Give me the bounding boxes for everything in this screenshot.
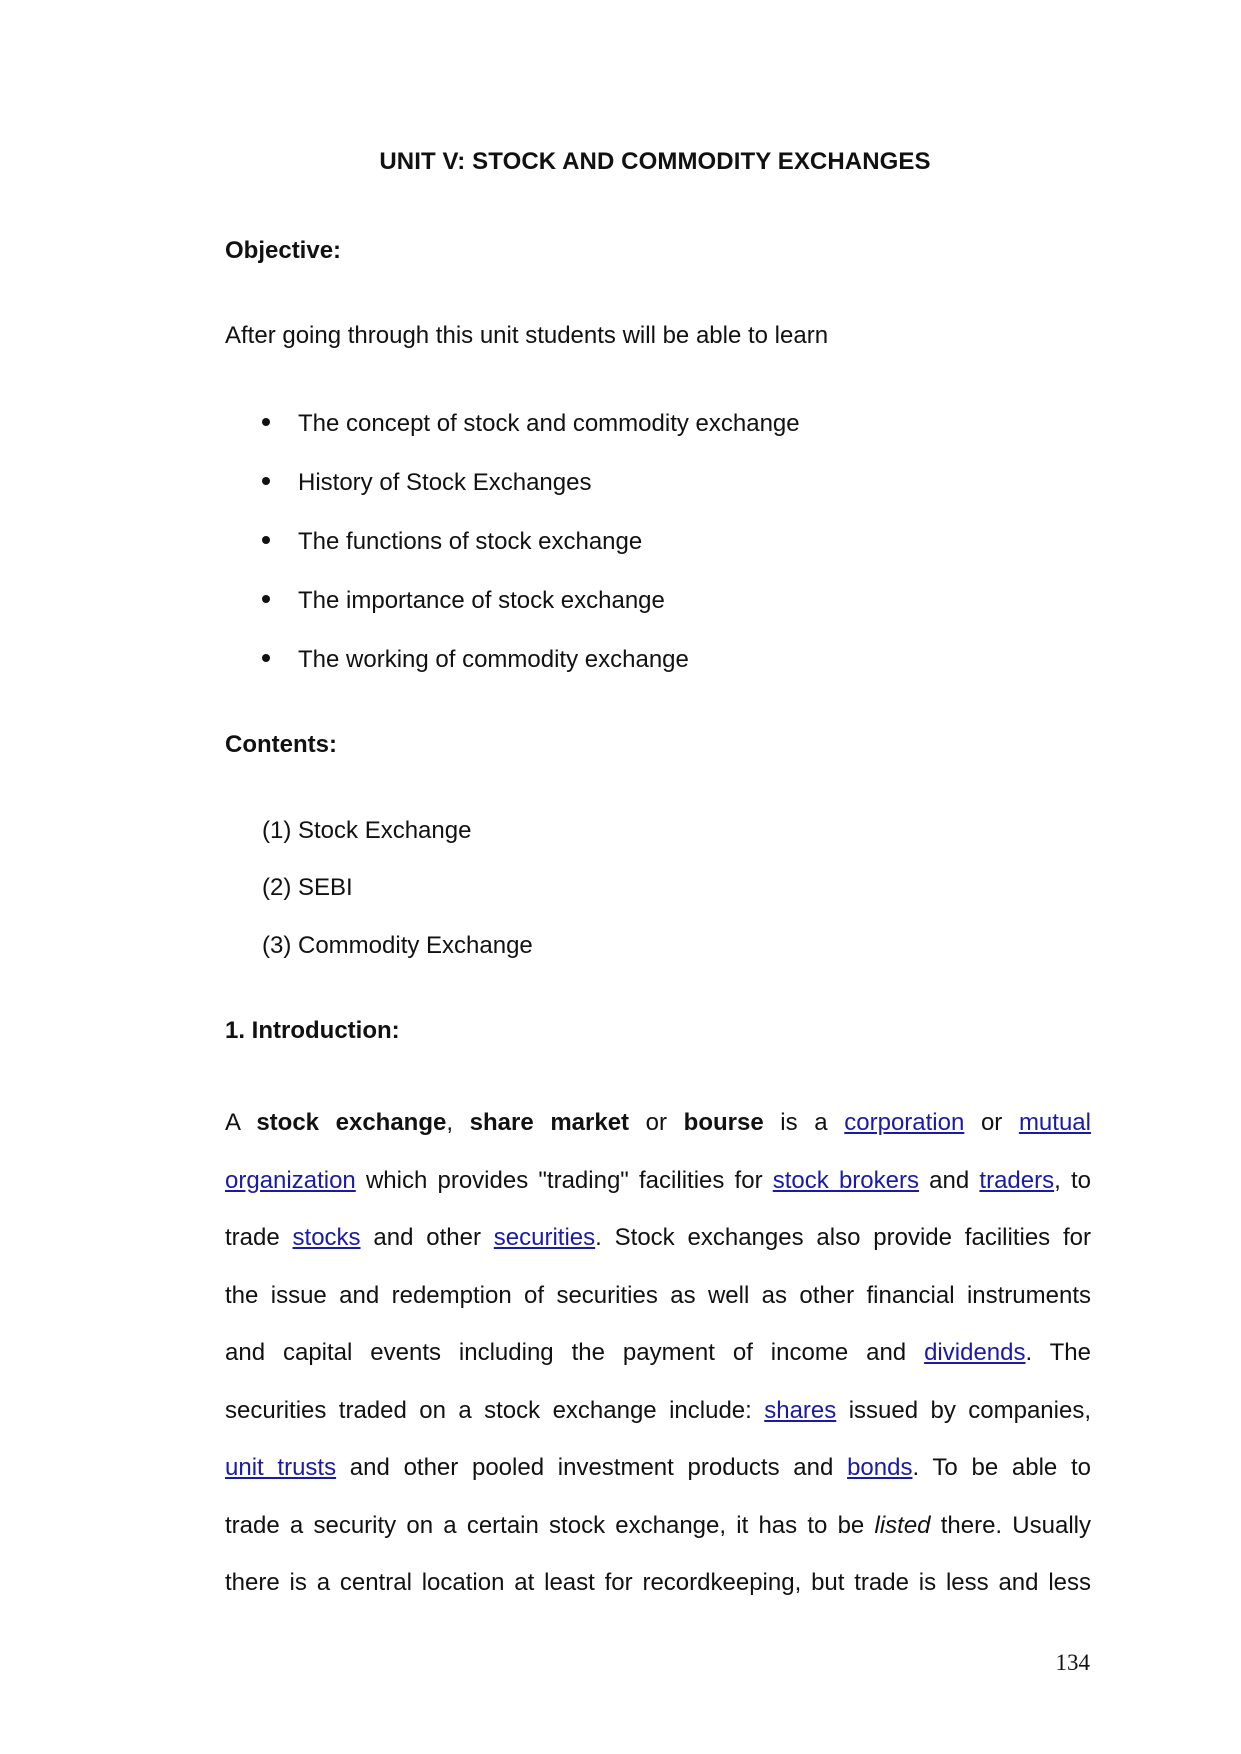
text-run: issued by companies,: [836, 1396, 1091, 1424]
introduction-heading: 1. Introduction:: [225, 1017, 400, 1044]
hyperlink[interactable]: mutual: [1018, 1109, 1091, 1136]
bullet-icon: [262, 595, 270, 603]
bullet-icon: [262, 477, 270, 485]
hyperlink[interactable]: stock brokers: [772, 1166, 919, 1194]
bold-term: stock exchange: [256, 1109, 447, 1136]
bold-term: bourse: [683, 1109, 764, 1136]
text-run: and other: [360, 1224, 494, 1251]
paragraph-line: [225, 1497, 1091, 1555]
contents-heading: Contents:: [225, 731, 337, 758]
paragraph-line: [225, 1439, 1091, 1497]
text-run: there. Usually: [930, 1511, 1091, 1539]
text-run: there is a central location at least for recordkeeping, but trade is less and less: [225, 1569, 1091, 1596]
bullet-icon: [262, 536, 270, 544]
contents-item: (2) SEBI: [262, 874, 353, 901]
text-run: . Stock exchanges also provide facilities for: [595, 1224, 1091, 1251]
paragraph-line: [225, 1267, 1091, 1325]
hyperlink[interactable]: securities: [493, 1224, 596, 1251]
text-run: or: [964, 1109, 1019, 1136]
text-run: and capital events including the payment of income and: [225, 1339, 925, 1366]
list-item-text: The concept of stock and commodity exchange: [298, 410, 800, 437]
list-item-text: The functions of stock exchange: [298, 528, 643, 555]
hyperlink[interactable]: dividends: [924, 1339, 1026, 1366]
text-run: and other pooled investment products and: [336, 1454, 848, 1481]
hyperlink[interactable]: shares: [764, 1396, 837, 1424]
text-run: the issue and redemption of securities as well as other financial instruments: [225, 1281, 1091, 1309]
paragraph-line: [225, 1152, 1091, 1210]
introduction-paragraph: [225, 1094, 1091, 1612]
hyperlink[interactable]: corporation: [844, 1109, 965, 1136]
text-run: . The: [1025, 1339, 1092, 1366]
italic-term: listed: [874, 1511, 931, 1539]
objective-intro: After going through this unit students will be able to learn: [225, 322, 829, 349]
list-item: [262, 646, 689, 674]
hyperlink[interactable]: unit trusts: [225, 1454, 337, 1481]
paragraph-line: [225, 1209, 1091, 1267]
list-item: [262, 469, 591, 497]
text-run: trade: [225, 1224, 293, 1251]
hyperlink[interactable]: organization: [225, 1166, 356, 1194]
text-run: ,: [446, 1109, 470, 1136]
hyperlink[interactable]: bonds: [847, 1454, 913, 1481]
list-item-text: The importance of stock exchange: [298, 587, 665, 614]
text-run: A: [225, 1109, 257, 1136]
list-item: [262, 587, 665, 615]
text-run: or: [629, 1109, 684, 1136]
paragraph-line: [225, 1382, 1091, 1440]
text-run: , to: [1054, 1166, 1091, 1194]
paragraph-line: [225, 1094, 1091, 1152]
bullet-icon: [262, 418, 270, 426]
text-run: . To be able to: [912, 1454, 1092, 1481]
list-item: [262, 528, 642, 556]
bullet-icon: [262, 654, 270, 662]
page-number: 134: [1055, 1650, 1090, 1675]
text-run: trade a security on a certain stock exchange, it has to be: [225, 1511, 875, 1539]
hyperlink[interactable]: stocks: [292, 1224, 361, 1251]
text-run: securities traded on a stock exchange include:: [225, 1396, 765, 1424]
objective-heading: Objective:: [225, 237, 342, 264]
hyperlink[interactable]: traders: [979, 1166, 1055, 1194]
contents-item: (1) Stock Exchange: [262, 817, 472, 844]
page-title: UNIT V: STOCK AND COMMODITY EXCHANGES: [379, 148, 931, 175]
paragraph-line: [225, 1324, 1091, 1382]
list-item-text: History of Stock Exchanges: [298, 469, 592, 496]
text-run: which provides "trading" facilities for: [355, 1166, 773, 1194]
list-item-text: The working of commodity exchange: [298, 646, 689, 673]
list-item: [262, 410, 800, 438]
text-run: is a: [763, 1109, 845, 1136]
contents-item: (3) Commodity Exchange: [262, 932, 533, 959]
paragraph-line: [225, 1554, 1091, 1612]
text-run: and: [918, 1166, 980, 1194]
bold-term: share market: [469, 1109, 630, 1136]
